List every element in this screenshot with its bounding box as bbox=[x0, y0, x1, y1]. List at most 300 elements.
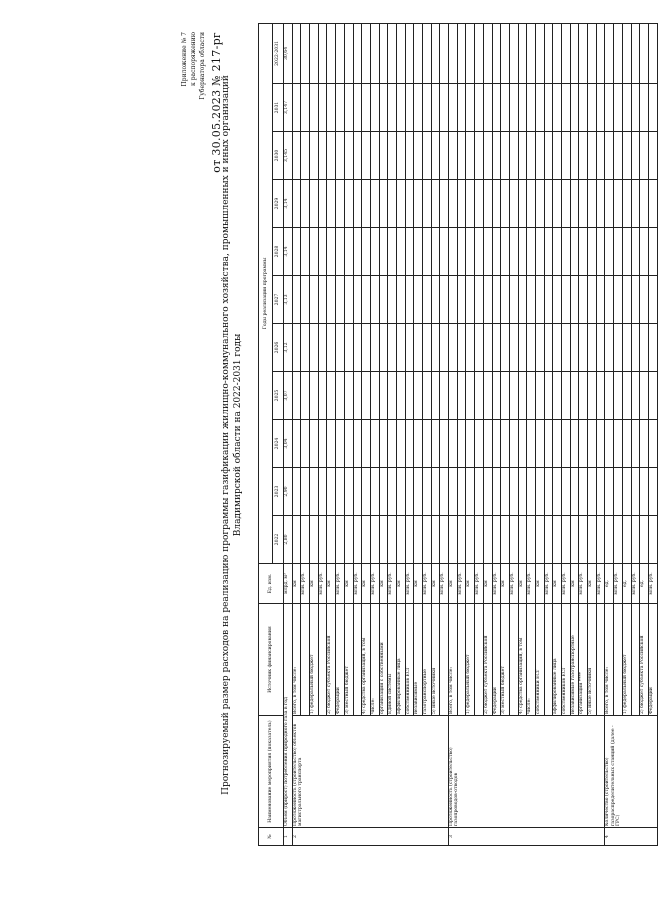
value-cell bbox=[475, 324, 484, 372]
value-cell bbox=[535, 228, 544, 276]
value-cell bbox=[614, 324, 623, 372]
value-cell bbox=[544, 324, 553, 372]
value-cell bbox=[405, 516, 414, 564]
value-cell bbox=[396, 180, 405, 228]
value-cell bbox=[301, 84, 310, 132]
value-cell bbox=[535, 276, 544, 324]
value-cell bbox=[509, 324, 518, 372]
value-cell bbox=[622, 468, 631, 516]
year-header: 2023 bbox=[273, 468, 284, 516]
value-cell bbox=[327, 324, 336, 372]
value-cell bbox=[475, 516, 484, 564]
value-cell bbox=[640, 228, 649, 276]
value-cell bbox=[318, 180, 327, 228]
value-cell bbox=[405, 276, 414, 324]
unit-cell: км bbox=[570, 564, 579, 604]
value-cell bbox=[423, 516, 432, 564]
value-cell bbox=[527, 180, 536, 228]
value-cell bbox=[640, 132, 649, 180]
value-cell bbox=[292, 132, 301, 180]
value-cell bbox=[292, 324, 301, 372]
value-cell bbox=[562, 372, 571, 420]
source-cell bbox=[318, 604, 327, 716]
value-cell bbox=[588, 84, 597, 132]
value-cell bbox=[449, 132, 458, 180]
value-cell bbox=[362, 372, 371, 420]
value-cell bbox=[414, 372, 423, 420]
unit-cell: млн. руб. bbox=[423, 564, 432, 604]
value-cell bbox=[527, 132, 536, 180]
value-cell bbox=[336, 84, 345, 132]
value-cell bbox=[535, 324, 544, 372]
value-cell bbox=[492, 23, 501, 83]
value-cell bbox=[648, 324, 657, 372]
value-cell bbox=[449, 276, 458, 324]
value-cell bbox=[336, 132, 345, 180]
value-cell bbox=[353, 276, 362, 324]
unit-cell: млн. руб. bbox=[336, 564, 345, 604]
value-cell bbox=[483, 180, 492, 228]
value-cell bbox=[501, 180, 510, 228]
value-cell bbox=[414, 276, 423, 324]
value-cell bbox=[423, 468, 432, 516]
unit-cell: млн. руб. bbox=[527, 564, 536, 604]
value-cell bbox=[396, 468, 405, 516]
value-cell bbox=[544, 276, 553, 324]
unit-cell: км bbox=[449, 564, 458, 604]
value-cell bbox=[353, 324, 362, 372]
value-cell bbox=[440, 276, 449, 324]
value-cell bbox=[614, 468, 623, 516]
value-cell bbox=[292, 372, 301, 420]
value-cell bbox=[596, 516, 605, 564]
value-cell bbox=[310, 468, 319, 516]
value-cell bbox=[483, 420, 492, 468]
year-header: 2022 bbox=[273, 516, 284, 564]
value-cell bbox=[301, 132, 310, 180]
value-cell bbox=[614, 228, 623, 276]
value-cell bbox=[596, 276, 605, 324]
value-cell bbox=[344, 420, 353, 468]
row-label: Объем (прирост) потребления природного газа в год bbox=[284, 604, 293, 828]
table-row bbox=[605, 23, 614, 845]
value-cell bbox=[579, 23, 588, 83]
value-cell bbox=[622, 516, 631, 564]
value-cell bbox=[379, 468, 388, 516]
unit-cell: млн. руб. bbox=[318, 564, 327, 604]
source-cell: 5) иные источники bbox=[588, 604, 597, 716]
value-cell bbox=[509, 228, 518, 276]
value-cell bbox=[553, 84, 562, 132]
value-cell bbox=[535, 180, 544, 228]
value-cell bbox=[457, 468, 466, 516]
value-cell bbox=[492, 228, 501, 276]
value-cell bbox=[318, 23, 327, 83]
value-cell bbox=[457, 228, 466, 276]
source-cell: 3) местный бюджет bbox=[501, 604, 510, 716]
value-cell bbox=[431, 228, 440, 276]
col-num-header: № bbox=[259, 828, 284, 846]
value-cell bbox=[596, 324, 605, 372]
value-cell bbox=[562, 420, 571, 468]
source-cell: Федерации bbox=[336, 604, 345, 716]
unit-cell: км bbox=[362, 564, 371, 604]
value-cell bbox=[648, 180, 657, 228]
unit-cell: млн. руб. bbox=[457, 564, 466, 604]
value-cell bbox=[631, 372, 640, 420]
unit-cell: км bbox=[310, 564, 319, 604]
value-cell bbox=[327, 132, 336, 180]
source-cell: Федерации bbox=[648, 604, 657, 716]
source-cell bbox=[457, 604, 466, 716]
value-cell bbox=[310, 420, 319, 468]
value-cell bbox=[362, 180, 371, 228]
value-cell bbox=[370, 228, 379, 276]
value-cell bbox=[310, 180, 319, 228]
value-cell bbox=[501, 132, 510, 180]
value-cell bbox=[579, 276, 588, 324]
value-cell bbox=[370, 468, 379, 516]
value-cell bbox=[492, 180, 501, 228]
source-cell bbox=[440, 604, 449, 716]
value-cell bbox=[431, 180, 440, 228]
value-cell bbox=[648, 132, 657, 180]
value-cell bbox=[466, 180, 475, 228]
source-cell: Единой системы bbox=[388, 604, 397, 716]
value-cell bbox=[588, 276, 597, 324]
col-unit-header: Ед. изм. bbox=[259, 564, 284, 604]
value-cell bbox=[353, 84, 362, 132]
value-cell bbox=[562, 228, 571, 276]
unit-cell: км bbox=[396, 564, 405, 604]
value-cell bbox=[405, 228, 414, 276]
value-cell bbox=[449, 468, 458, 516]
source-cell: газотранспортные bbox=[423, 604, 432, 716]
source-cell: 4) средства организаций, в том bbox=[518, 604, 527, 716]
value-cell bbox=[388, 420, 397, 468]
value-cell bbox=[370, 420, 379, 468]
value-cell bbox=[310, 324, 319, 372]
value-cell bbox=[353, 23, 362, 83]
value-cell bbox=[648, 516, 657, 564]
year-header: 2027 bbox=[273, 276, 284, 324]
value-cell bbox=[579, 420, 588, 468]
value-cell bbox=[631, 516, 640, 564]
value-cell bbox=[614, 372, 623, 420]
value-cell bbox=[483, 324, 492, 372]
value-cell: 30,64 bbox=[284, 23, 293, 83]
value-cell bbox=[423, 420, 432, 468]
value-cell bbox=[405, 23, 414, 83]
value-cell bbox=[588, 23, 597, 83]
value-cell bbox=[379, 276, 388, 324]
unit-cell: км bbox=[292, 564, 301, 604]
value-cell bbox=[605, 228, 614, 276]
value-cell bbox=[614, 132, 623, 180]
value-cell bbox=[527, 228, 536, 276]
value-cell bbox=[370, 516, 379, 564]
unit-cell: млн. руб. bbox=[353, 564, 362, 604]
table-row bbox=[449, 23, 458, 845]
value-cell bbox=[622, 372, 631, 420]
unit-cell: ед. bbox=[622, 564, 631, 604]
value-cell bbox=[535, 132, 544, 180]
value-cell bbox=[501, 84, 510, 132]
value-cell bbox=[396, 372, 405, 420]
value-cell bbox=[562, 132, 571, 180]
value-cell bbox=[318, 84, 327, 132]
value-cell bbox=[483, 132, 492, 180]
value-cell bbox=[449, 228, 458, 276]
value-cell: 2,80 bbox=[284, 516, 293, 564]
group-event: Протяженность (строительство) объектов магистрального транспорта bbox=[292, 716, 448, 828]
value-cell bbox=[431, 23, 440, 83]
value-cell bbox=[544, 420, 553, 468]
group-num: 3 bbox=[449, 828, 605, 846]
value-cell bbox=[362, 420, 371, 468]
source-cell: 2) бюджет субъекта Российской bbox=[483, 604, 492, 716]
source-cell: 4) средства организаций, в том bbox=[362, 604, 371, 716]
value-cell bbox=[518, 420, 527, 468]
source-cell bbox=[353, 604, 362, 716]
value-cell bbox=[405, 468, 414, 516]
value-cell bbox=[622, 84, 631, 132]
unit-cell: км bbox=[379, 564, 388, 604]
unit-cell: млн. руб. bbox=[388, 564, 397, 604]
value-cell bbox=[301, 23, 310, 83]
value-cell bbox=[362, 23, 371, 83]
value-cell bbox=[318, 420, 327, 468]
value-cell bbox=[501, 516, 510, 564]
value-cell bbox=[318, 324, 327, 372]
value-cell bbox=[327, 23, 336, 83]
value-cell bbox=[388, 84, 397, 132]
source-cell: организации с собственными bbox=[379, 604, 388, 716]
value-cell bbox=[562, 84, 571, 132]
value-cell: 3,04 bbox=[284, 420, 293, 468]
value-cell bbox=[614, 180, 623, 228]
value-cell bbox=[362, 516, 371, 564]
source-cell bbox=[301, 604, 310, 716]
value-cell bbox=[370, 132, 379, 180]
unit-cell: млн. руб. bbox=[475, 564, 484, 604]
value-cell bbox=[535, 84, 544, 132]
unit-cell: млн. руб. bbox=[440, 564, 449, 604]
value-cell bbox=[544, 228, 553, 276]
value-cell bbox=[336, 324, 345, 372]
value-cell bbox=[553, 324, 562, 372]
source-cell: 1) федеральный бюджет bbox=[310, 604, 319, 716]
value-cell bbox=[483, 468, 492, 516]
to-order-label: к распоряжению bbox=[190, 32, 197, 86]
unit-cell: млн. руб. bbox=[405, 564, 414, 604]
value-cell bbox=[379, 132, 388, 180]
value-cell bbox=[301, 324, 310, 372]
value-cell bbox=[353, 420, 362, 468]
value-cell bbox=[535, 372, 544, 420]
value-cell bbox=[544, 372, 553, 420]
value-cell bbox=[483, 23, 492, 83]
value-cell bbox=[466, 23, 475, 83]
value-cell bbox=[449, 84, 458, 132]
value-cell bbox=[562, 276, 571, 324]
value-cell bbox=[370, 324, 379, 372]
value-cell bbox=[475, 468, 484, 516]
unit-cell: км bbox=[466, 564, 475, 604]
source-cell: независимые газотранспортные bbox=[570, 604, 579, 716]
source-cell: 3) местный бюджет bbox=[344, 604, 353, 716]
value-cell bbox=[310, 276, 319, 324]
value-cell bbox=[622, 228, 631, 276]
value-cell bbox=[310, 516, 319, 564]
unit-cell: км bbox=[553, 564, 562, 604]
value-cell bbox=[614, 420, 623, 468]
value-cell bbox=[414, 324, 423, 372]
value-cell bbox=[466, 372, 475, 420]
value-cell bbox=[501, 276, 510, 324]
value-cell bbox=[396, 23, 405, 83]
source-cell: числе: bbox=[527, 604, 536, 716]
value-cell bbox=[466, 84, 475, 132]
value-cell bbox=[588, 372, 597, 420]
value-cell bbox=[301, 180, 310, 228]
value-cell bbox=[605, 324, 614, 372]
value-cell bbox=[553, 372, 562, 420]
value-cell bbox=[370, 276, 379, 324]
value-cell bbox=[292, 516, 301, 564]
value-cell bbox=[475, 372, 484, 420]
value-cell bbox=[579, 372, 588, 420]
value-cell bbox=[579, 516, 588, 564]
value-cell bbox=[388, 180, 397, 228]
value-cell bbox=[640, 468, 649, 516]
year-header: 2028 bbox=[273, 228, 284, 276]
value-cell bbox=[475, 420, 484, 468]
value-cell bbox=[449, 324, 458, 372]
value-cell bbox=[483, 228, 492, 276]
value-cell bbox=[518, 516, 527, 564]
value-cell bbox=[457, 276, 466, 324]
value-cell bbox=[570, 516, 579, 564]
value-cell bbox=[501, 468, 510, 516]
value-cell bbox=[553, 180, 562, 228]
source-cell: 2) бюджет субъекта Российской bbox=[327, 604, 336, 716]
expenses-table bbox=[258, 23, 658, 846]
value-cell: 3,145 bbox=[284, 132, 293, 180]
value-cell bbox=[379, 372, 388, 420]
value-cell bbox=[509, 516, 518, 564]
unit-cell: млн. руб. bbox=[648, 564, 657, 604]
source-cell: 1) федеральный бюджет bbox=[622, 604, 631, 716]
value-cell bbox=[370, 23, 379, 83]
value-cell bbox=[344, 180, 353, 228]
unit-cell: млн. руб. bbox=[301, 564, 310, 604]
value-cell bbox=[622, 276, 631, 324]
value-cell bbox=[327, 420, 336, 468]
value-cell bbox=[579, 228, 588, 276]
value-cell bbox=[475, 132, 484, 180]
value-cell bbox=[449, 420, 458, 468]
value-cell bbox=[405, 180, 414, 228]
value-cell bbox=[396, 516, 405, 564]
value-cell bbox=[353, 180, 362, 228]
value-cell: 3,147 bbox=[284, 84, 293, 132]
source-cell: Всего, в том числе: bbox=[605, 604, 614, 716]
value-cell bbox=[336, 516, 345, 564]
year-header: 2022-2031 bbox=[273, 23, 284, 83]
value-cell bbox=[562, 23, 571, 83]
unit-cell: км bbox=[501, 564, 510, 604]
value-cell bbox=[362, 228, 371, 276]
value-cell bbox=[414, 420, 423, 468]
value-cell bbox=[527, 516, 536, 564]
value-cell bbox=[310, 132, 319, 180]
value-cell bbox=[527, 468, 536, 516]
group-num: 4 bbox=[605, 828, 657, 846]
source-cell: 5) иные источники bbox=[431, 604, 440, 716]
value-cell bbox=[301, 420, 310, 468]
value-cell bbox=[553, 228, 562, 276]
value-cell bbox=[501, 228, 510, 276]
value-cell bbox=[570, 420, 579, 468]
year-header: 2031 bbox=[273, 84, 284, 132]
value-cell bbox=[518, 84, 527, 132]
value-cell bbox=[449, 372, 458, 420]
source-cell bbox=[475, 604, 484, 716]
value-cell bbox=[483, 276, 492, 324]
value-cell bbox=[570, 23, 579, 83]
value-cell bbox=[336, 372, 345, 420]
value-cell bbox=[640, 372, 649, 420]
value-cell bbox=[527, 84, 536, 132]
value-cell bbox=[492, 132, 501, 180]
value-cell bbox=[570, 132, 579, 180]
source-cell: организации **** bbox=[579, 604, 588, 716]
value-cell bbox=[553, 132, 562, 180]
value-cell bbox=[631, 180, 640, 228]
value-cell bbox=[318, 468, 327, 516]
group-event: Количество (строительство) газораспределительных станций (далее - ГРС) bbox=[605, 716, 657, 828]
value-cell bbox=[553, 468, 562, 516]
value-cell bbox=[466, 468, 475, 516]
rotated-content bbox=[180, 20, 654, 850]
value-cell bbox=[648, 84, 657, 132]
value-cell bbox=[449, 23, 458, 83]
value-cell bbox=[414, 23, 423, 83]
value-cell bbox=[336, 228, 345, 276]
value-cell bbox=[622, 132, 631, 180]
value-cell bbox=[605, 84, 614, 132]
value-cell bbox=[579, 132, 588, 180]
value-cell bbox=[475, 276, 484, 324]
value-cell bbox=[492, 276, 501, 324]
value-cell bbox=[492, 420, 501, 468]
value-cell bbox=[440, 23, 449, 83]
order-number: от 30.05.2023 № 217-рг bbox=[210, 32, 223, 173]
source-cell bbox=[509, 604, 518, 716]
value-cell bbox=[518, 23, 527, 83]
unit-cell: км bbox=[535, 564, 544, 604]
value-cell bbox=[327, 180, 336, 228]
source-cell: аффилированные лица bbox=[553, 604, 562, 716]
value-cell bbox=[388, 23, 397, 83]
value-cell bbox=[501, 420, 510, 468]
value-cell bbox=[327, 516, 336, 564]
approval-stamp bbox=[180, 32, 225, 173]
value-cell bbox=[562, 324, 571, 372]
value-cell bbox=[388, 228, 397, 276]
value-cell bbox=[431, 84, 440, 132]
